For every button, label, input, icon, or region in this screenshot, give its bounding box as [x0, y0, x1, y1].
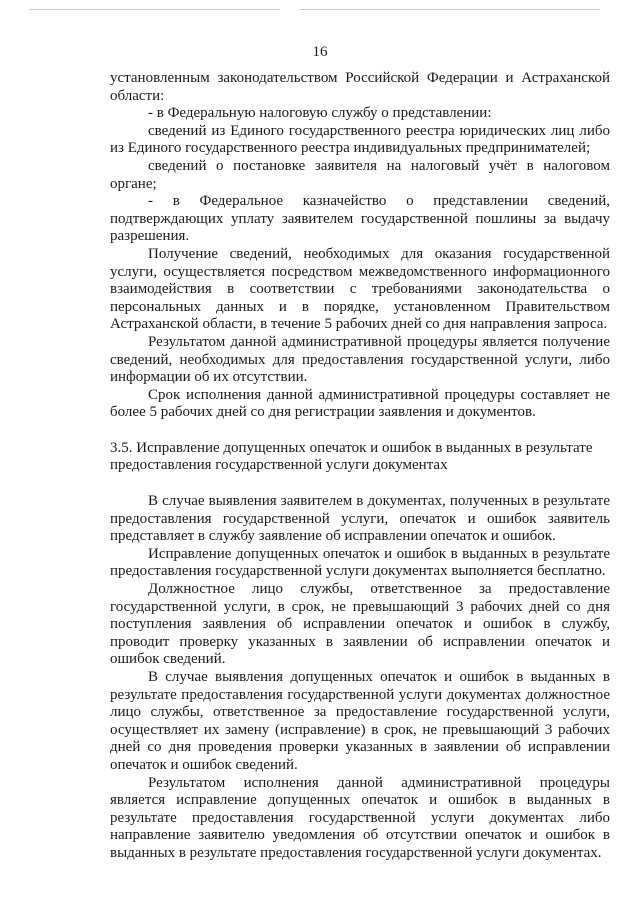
paragraph-official-check: Должностное лицо службы, ответственное за предоставление государственной услуги, в срок, не превышающий 3 рабочих дней со дня поступления заявления об исправлении опечаток и ошибок в службу, проводит проверку указанных в заявлении об исправлении опечаток и ошибок сведений. — [110, 581, 610, 668]
paragraph-deadline: Срок исполнения данной административной процедуры составляет не более 5 рабочих дней со дня регистрации заявления и документов. — [110, 386, 610, 421]
scan-edge-line-left — [30, 9, 280, 10]
section-heading-line2: предоставления государственной услуги документах — [110, 457, 448, 474]
paragraph-interagency: Получение сведений, необходимых для оказания государственной услуги, осуществляется посредством межведомственного информационного взаимодействия в соответствии с требованиями законодательства о персональных данных и в порядке, установленном Правительством Астраханской области, в течение 5 рабочих дней со дня направления запроса. — [110, 245, 610, 333]
paragraph-registry-info: сведений из Единого государственного реестра юридических лиц либо из Единого государственного реестра индивидуальных предпринимателей; — [110, 122, 610, 157]
paragraph-replacement: В случае выявления допущенных опечаток и ошибок в выданных в результате предоставления государственной услуги документах должностное лицо службы, ответственное за предоставление государственной услуги, осуществляет их замену (исправление) в срок, не превышающий 3 рабочих дней со дня проведения проверки указанных в заявлении об исправлении опечаток и ошибок сведений. — [110, 669, 610, 773]
paragraph-error-detection: В случае выявления заявителем в документах, полученных в результате предоставления государственной услуги, опечаток и ошибок заявитель представляет в службу заявление об исправлении опечаток и ошибок. — [110, 493, 610, 545]
list-item-tax-service: - в Федеральную налоговую службу о представлении: — [148, 105, 492, 122]
list-item-treasury: - в Федеральное казначейство о представлении сведений, подтверждающих уплату заявителем государственной пошлины за выдачу разрешения. — [110, 193, 610, 245]
page-number: 16 — [312, 44, 328, 60]
section-heading-line1: 3.5. Исправление допущенных опечаток и ошибок в выданных в результате — [110, 439, 593, 456]
paragraph-result: Результатом данной административной процедуры является получение сведений, необходимых для предоставления государственной услуги, либо информации об их отсутствии. — [110, 333, 610, 386]
paragraph-continuation: установленным законодательством Российской Федерации и Астраханской области: — [110, 70, 610, 104]
document-body — [110, 70, 610, 863]
scan-edge-line-right — [300, 9, 600, 10]
paragraph-free-correction: Исправление допущенных опечаток и ошибок в выданных в результате предоставления государственной услуги документах выполняется бесплатно. — [110, 545, 610, 580]
paragraph-tax-registration: сведений о постановке заявителя на налоговый учёт в налоговом органе; — [110, 157, 610, 192]
paragraph-procedure-result: Результатом исполнения данной административной процедуры является исправление допущенных опечаток и ошибок в выданных в результате предоставления государственной услуги документах либо направление заявителю уведомления об отсутствии опечаток и ошибок в выданных в результате предоставления государственной услуги документах. — [110, 774, 610, 861]
